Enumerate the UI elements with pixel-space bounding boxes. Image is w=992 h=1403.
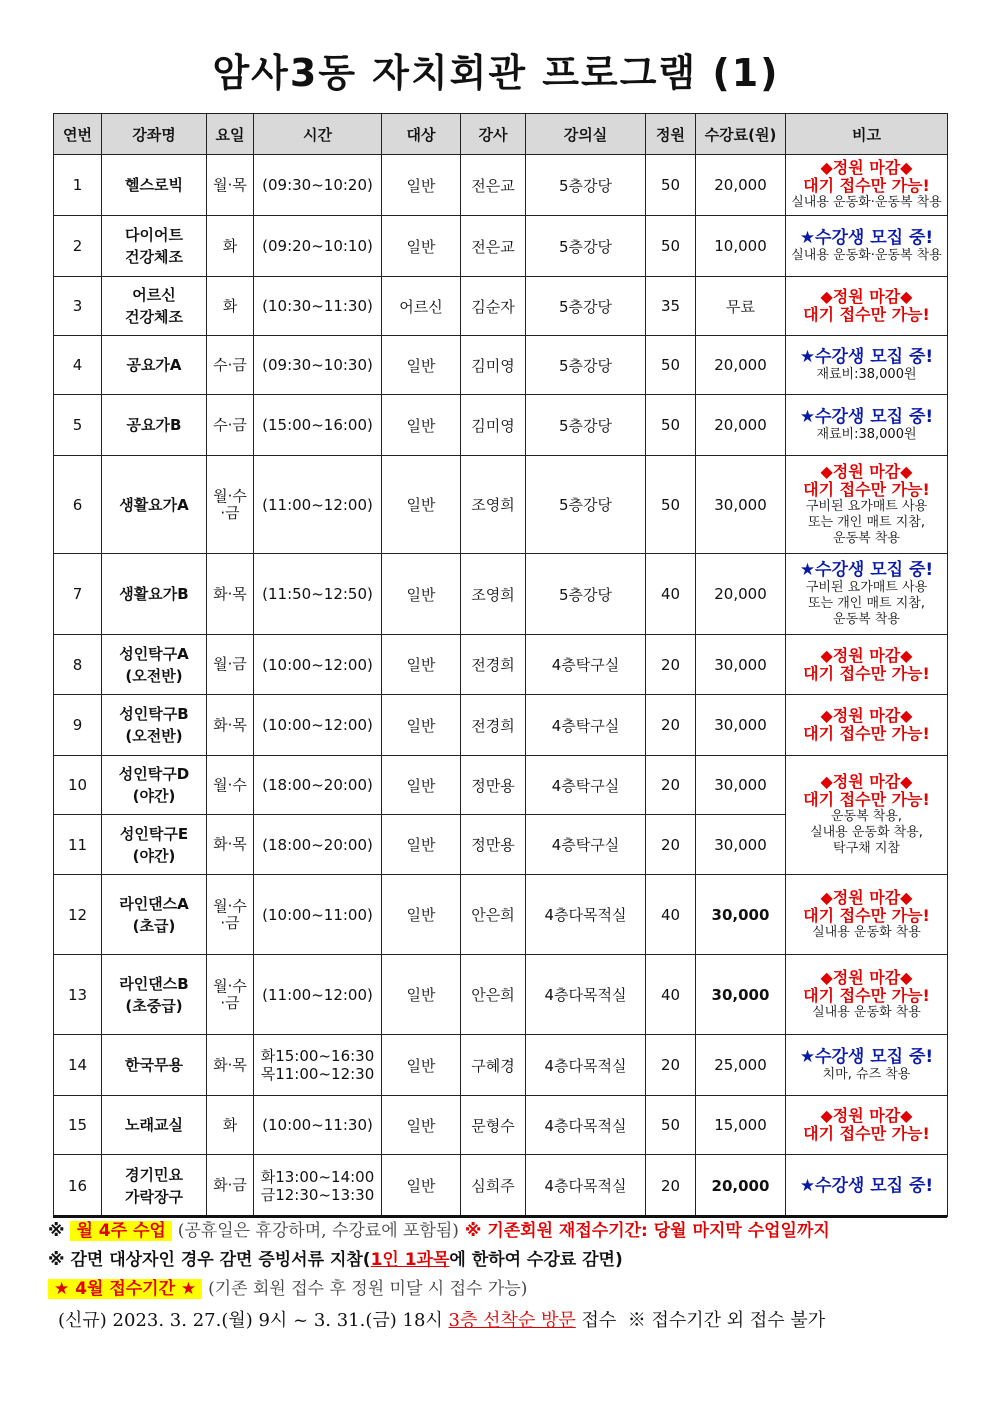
header-teacher: 강사 (461, 114, 526, 155)
course-time: (10:00~11:00) (254, 875, 382, 955)
header-target: 대상 (382, 114, 461, 155)
course-fee: 30,000 (696, 635, 786, 695)
note-text: 실내용 운동화·운동복 착용 (791, 248, 942, 263)
waiting-text: 대기 접수만 가능! (803, 176, 930, 195)
course-fee: 30,000 (696, 875, 786, 955)
course-capacity: 20 (646, 756, 696, 815)
course-day: 월·금 (207, 635, 254, 695)
closed-badge: ◆정원 마감◆ (820, 645, 913, 665)
closed-badge: ◆정원 마감◆ (820, 158, 913, 177)
closed-badge: ◆정원 마감◆ (820, 967, 913, 987)
course-fee: 20,000 (696, 155, 786, 216)
course-target: 일반 (382, 695, 461, 756)
closed-badge: ◆정원 마감◆ (820, 1106, 913, 1125)
course-day: 화·목 (207, 695, 254, 756)
recruiting-badge: ★수강생 모집 중! (799, 228, 934, 248)
course-room: 4층탁구실 (526, 815, 646, 875)
course-fee: 25,000 (696, 1035, 786, 1096)
april-registration: ★ 4월 접수기간 ★ (48, 1279, 202, 1299)
course-name: 어르신 건강체조 (102, 277, 207, 336)
row-no: 16 (54, 1155, 102, 1217)
header-time: 시간 (254, 114, 382, 155)
course-time: 화13:00~14:00 금12:30~13:30 (254, 1155, 382, 1217)
course-name: 생활요가B (102, 554, 207, 635)
header-no: 연번 (54, 114, 102, 155)
page-title: 암사3동 자치회관 프로그램 (1) (212, 51, 780, 95)
course-room: 4층다목적실 (526, 1155, 646, 1217)
course-fee: 20,000 (696, 554, 786, 635)
course-room: 4층탁구실 (526, 635, 646, 695)
course-name: 성인탁구E (야간) (102, 815, 207, 875)
row-no: 2 (54, 216, 102, 277)
course-capacity: 20 (646, 1035, 696, 1096)
course-note (786, 554, 948, 635)
course-day: 화·목 (207, 815, 254, 875)
course-day: 월·수 ·금 (207, 875, 254, 955)
course-target: 일반 (382, 875, 461, 955)
course-name: 성인탁구A (오전반) (102, 635, 207, 695)
renewal-period: ※ 기존회원 재접수기간: 당월 마지막 수업일까지 (464, 1221, 830, 1241)
note-text: 실내용 운동화 착용 (812, 1004, 921, 1020)
course-time: (18:00~20:00) (254, 815, 382, 875)
waiting-text: 대기 접수만 가능! (803, 985, 930, 1005)
course-fee: 20,000 (696, 1155, 786, 1217)
course-time: 화15:00~16:30 목11:00~12:30 (254, 1035, 382, 1096)
course-room: 5층강당 (526, 336, 646, 395)
footer-line-4: (신규) 2023. 3. 27.(월) 9시 ~ 3. 31.(금) 18시 3층 선착순 방문 접수 ※ 접수기간 외 접수 불가 (58, 1310, 826, 1331)
course-teacher: 전은교 (461, 216, 526, 277)
note-text: 재료비:38,000원 (816, 427, 917, 442)
table-row (54, 554, 948, 635)
course-note (786, 216, 948, 277)
course-target: 일반 (382, 456, 461, 554)
course-capacity: 50 (646, 1096, 696, 1155)
course-teacher: 안은희 (461, 875, 526, 955)
note-text: 재료비:38,000원 (816, 367, 917, 382)
row-no: 13 (54, 955, 102, 1035)
waiting-text: 대기 접수만 가능! (803, 663, 930, 683)
row-no: 6 (54, 456, 102, 554)
course-target: 일반 (382, 1155, 461, 1217)
recruiting-badge: ★수강생 모집 중! (799, 1175, 934, 1196)
course-target: 일반 (382, 155, 461, 216)
program-table (53, 113, 948, 1217)
course-capacity: 20 (646, 635, 696, 695)
row-no: 8 (54, 635, 102, 695)
header-fee: 수강료(원) (696, 114, 786, 155)
table-row (54, 336, 948, 395)
course-room: 5층강당 (526, 395, 646, 456)
row-no: 11 (54, 815, 102, 875)
course-teacher: 조영희 (461, 554, 526, 635)
recruiting-badge: ★수강생 모집 중! (799, 560, 934, 580)
course-time: (10:00~12:00) (254, 695, 382, 756)
course-note (786, 277, 948, 336)
course-capacity: 40 (646, 554, 696, 635)
course-room: 5층강당 (526, 216, 646, 277)
course-fee: 30,000 (696, 756, 786, 815)
course-fee: 30,000 (696, 955, 786, 1035)
waiting-text: 대기 접수만 가능! (803, 790, 930, 809)
course-fee: 20,000 (696, 395, 786, 456)
course-note (786, 1035, 948, 1096)
course-name: 헬스로빅 (102, 155, 207, 216)
course-day: 월·수 ·금 (207, 955, 254, 1035)
course-fee: 무료 (696, 277, 786, 336)
course-room: 4층다목적실 (526, 1096, 646, 1155)
course-name: 노래교실 (102, 1096, 207, 1155)
course-teacher: 문형수 (461, 1096, 526, 1155)
course-capacity: 50 (646, 155, 696, 216)
table-row (54, 456, 948, 554)
course-time: (11:00~12:00) (254, 456, 382, 554)
course-target: 일반 (382, 216, 461, 277)
course-name: 성인탁구D (야간) (102, 756, 207, 815)
table-row (54, 955, 948, 1035)
header-day: 요일 (207, 114, 254, 155)
course-note (786, 955, 948, 1035)
row-no: 9 (54, 695, 102, 756)
course-capacity: 20 (646, 1155, 696, 1217)
waiting-text: 대기 접수만 가능! (803, 1124, 930, 1143)
table-row (54, 277, 948, 336)
course-teacher: 구혜경 (461, 1035, 526, 1096)
course-teacher: 전경희 (461, 695, 526, 756)
recruiting-badge: ★수강생 모집 중! (799, 1047, 934, 1067)
table-row (54, 1035, 948, 1096)
course-name: 성인탁구B (오전반) (102, 695, 207, 756)
course-room: 4층탁구실 (526, 695, 646, 756)
course-capacity: 50 (646, 395, 696, 456)
course-day: 화·금 (207, 1155, 254, 1217)
course-time: (10:00~11:30) (254, 1096, 382, 1155)
course-time: (09:30~10:30) (254, 336, 382, 395)
row-no: 5 (54, 395, 102, 456)
course-target: 일반 (382, 336, 461, 395)
course-day: 화·목 (207, 554, 254, 635)
course-teacher: 김미영 (461, 395, 526, 456)
course-time: (15:00~16:00) (254, 395, 382, 456)
course-teacher: 정만용 (461, 815, 526, 875)
table-row (54, 395, 948, 456)
table-row (54, 1096, 948, 1155)
note-text: 실내용 운동화 착용 (812, 924, 921, 940)
course-room: 4층탁구실 (526, 756, 646, 815)
course-target: 일반 (382, 635, 461, 695)
course-capacity: 50 (646, 216, 696, 277)
recruiting-badge: ★수강생 모집 중! (799, 347, 934, 367)
course-name: 다이어트 건강체조 (102, 216, 207, 277)
course-teacher: 심희주 (461, 1155, 526, 1217)
course-note (786, 756, 948, 875)
course-note (786, 1155, 948, 1217)
closed-badge: ◆정원 마감◆ (820, 461, 913, 481)
course-teacher: 정만용 (461, 756, 526, 815)
closed-badge: ◆정원 마감◆ (820, 887, 913, 907)
closed-badge: ◆정원 마감◆ (820, 772, 913, 791)
course-target: 일반 (382, 395, 461, 456)
row-no: 4 (54, 336, 102, 395)
monthly-weeks: 월 4주 수업 (70, 1221, 171, 1241)
course-room: 5층강당 (526, 155, 646, 216)
course-target: 일반 (382, 955, 461, 1035)
course-name: 한국무용 (102, 1035, 207, 1096)
row-no: 3 (54, 277, 102, 336)
course-teacher: 전은교 (461, 155, 526, 216)
closed-badge: ◆정원 마감◆ (820, 706, 913, 725)
footer-line-2: ※ 감면 대상자인 경우 감면 증빙서류 지참(1인 1과목에 한하여 수강료 감면) (48, 1250, 623, 1270)
row-no: 1 (54, 155, 102, 216)
course-room: 4층다목적실 (526, 955, 646, 1035)
course-fee: 30,000 (696, 815, 786, 875)
table-row (54, 155, 948, 216)
course-target: 일반 (382, 815, 461, 875)
course-capacity: 40 (646, 955, 696, 1035)
course-time: (10:30~11:30) (254, 277, 382, 336)
course-target: 일반 (382, 756, 461, 815)
table-row (54, 216, 948, 277)
course-room: 5층강당 (526, 456, 646, 554)
footer-line-1: ※ 월 4주 수업 (공휴일은 휴강하며, 수강료에 포함됨) ※ 기존회원 재접수기간: 당월 마지막 수업일까지 (48, 1221, 830, 1241)
course-time: (09:30~10:20) (254, 155, 382, 216)
course-name: 공요가B (102, 395, 207, 456)
course-target: 어르신 (382, 277, 461, 336)
course-fee: 30,000 (696, 695, 786, 756)
course-teacher: 조영희 (461, 456, 526, 554)
note-text: 실내용 운동화·운동복 착용 (791, 195, 942, 210)
course-note (786, 395, 948, 456)
waiting-text: 대기 접수만 가능! (803, 479, 930, 499)
course-time: (10:00~12:00) (254, 635, 382, 695)
header-capacity: 정원 (646, 114, 696, 155)
course-capacity: 50 (646, 456, 696, 554)
header-note: 비고 (786, 114, 948, 155)
course-target: 일반 (382, 1096, 461, 1155)
table-header-row (54, 114, 948, 155)
course-day: 화·목 (207, 1035, 254, 1096)
course-name: 경기민요 가락장구 (102, 1155, 207, 1217)
course-note (786, 456, 948, 554)
recruiting-badge: ★수강생 모집 중! (799, 407, 934, 427)
course-capacity: 40 (646, 875, 696, 955)
header-name: 강좌명 (102, 114, 207, 155)
course-note (786, 1096, 948, 1155)
row-no: 14 (54, 1035, 102, 1096)
note-text: 운동복 착용, 실내용 운동화 착용, 탁구채 지참 (810, 809, 923, 856)
table-row (54, 875, 948, 955)
course-day: 수·금 (207, 395, 254, 456)
course-day: 화 (207, 277, 254, 336)
course-capacity: 20 (646, 815, 696, 875)
course-fee: 20,000 (696, 336, 786, 395)
course-note (786, 155, 948, 216)
waiting-text: 대기 접수만 가능! (803, 905, 930, 925)
table-row (54, 695, 948, 756)
course-room: 5층강당 (526, 277, 646, 336)
closed-badge: ◆정원 마감◆ (820, 287, 913, 306)
course-name: 라인댄스B (초중급) (102, 955, 207, 1035)
table-row (54, 635, 948, 695)
course-name: 공요가A (102, 336, 207, 395)
course-note (786, 875, 948, 955)
course-time: (11:00~12:00) (254, 955, 382, 1035)
course-note (786, 635, 948, 695)
course-target: 일반 (382, 1035, 461, 1096)
course-note (786, 336, 948, 395)
row-no: 10 (54, 756, 102, 815)
course-day: 월·수 (207, 756, 254, 815)
course-capacity: 35 (646, 277, 696, 336)
course-teacher: 전경희 (461, 635, 526, 695)
note-text: 치마, 슈즈 착용 (822, 1067, 911, 1082)
course-teacher: 안은희 (461, 955, 526, 1035)
waiting-text: 대기 접수만 가능! (803, 305, 930, 324)
course-time: (11:50~12:50) (254, 554, 382, 635)
course-fee: 15,000 (696, 1096, 786, 1155)
row-no: 12 (54, 875, 102, 955)
course-room: 4층다목적실 (526, 875, 646, 955)
course-room: 5층강당 (526, 554, 646, 635)
course-day: 수·금 (207, 336, 254, 395)
course-teacher: 김미영 (461, 336, 526, 395)
course-time: (09:20~10:10) (254, 216, 382, 277)
row-no: 7 (54, 554, 102, 635)
row-no: 15 (54, 1096, 102, 1155)
course-time: (18:00~20:00) (254, 756, 382, 815)
note-text: 구비된 요가매트 사용 또는 개인 매트 지참, 운동복 착용 (805, 498, 928, 546)
course-room: 4층다목적실 (526, 1035, 646, 1096)
course-day: 월·목 (207, 155, 254, 216)
course-capacity: 20 (646, 695, 696, 756)
course-target: 일반 (382, 554, 461, 635)
header-room: 강의실 (526, 114, 646, 155)
course-fee: 30,000 (696, 456, 786, 554)
course-day: 화 (207, 216, 254, 277)
course-day: 월·수 ·금 (207, 456, 254, 554)
table-row (54, 1155, 948, 1217)
course-fee: 10,000 (696, 216, 786, 277)
note-text: 구비된 요가매트 사용 또는 개인 매트 지참, 운동복 착용 (805, 580, 928, 627)
waiting-text: 대기 접수만 가능! (803, 724, 930, 743)
course-note (786, 695, 948, 756)
course-day: 화 (207, 1096, 254, 1155)
table-row (54, 756, 948, 815)
course-capacity: 50 (646, 336, 696, 395)
course-name: 라인댄스A (초급) (102, 875, 207, 955)
course-teacher: 김순자 (461, 277, 526, 336)
footer-line-3: ★ 4월 접수기간 ★ (기존 회원 접수 후 정원 미달 시 접수 가능) (48, 1276, 948, 1302)
course-name: 생활요가A (102, 456, 207, 554)
